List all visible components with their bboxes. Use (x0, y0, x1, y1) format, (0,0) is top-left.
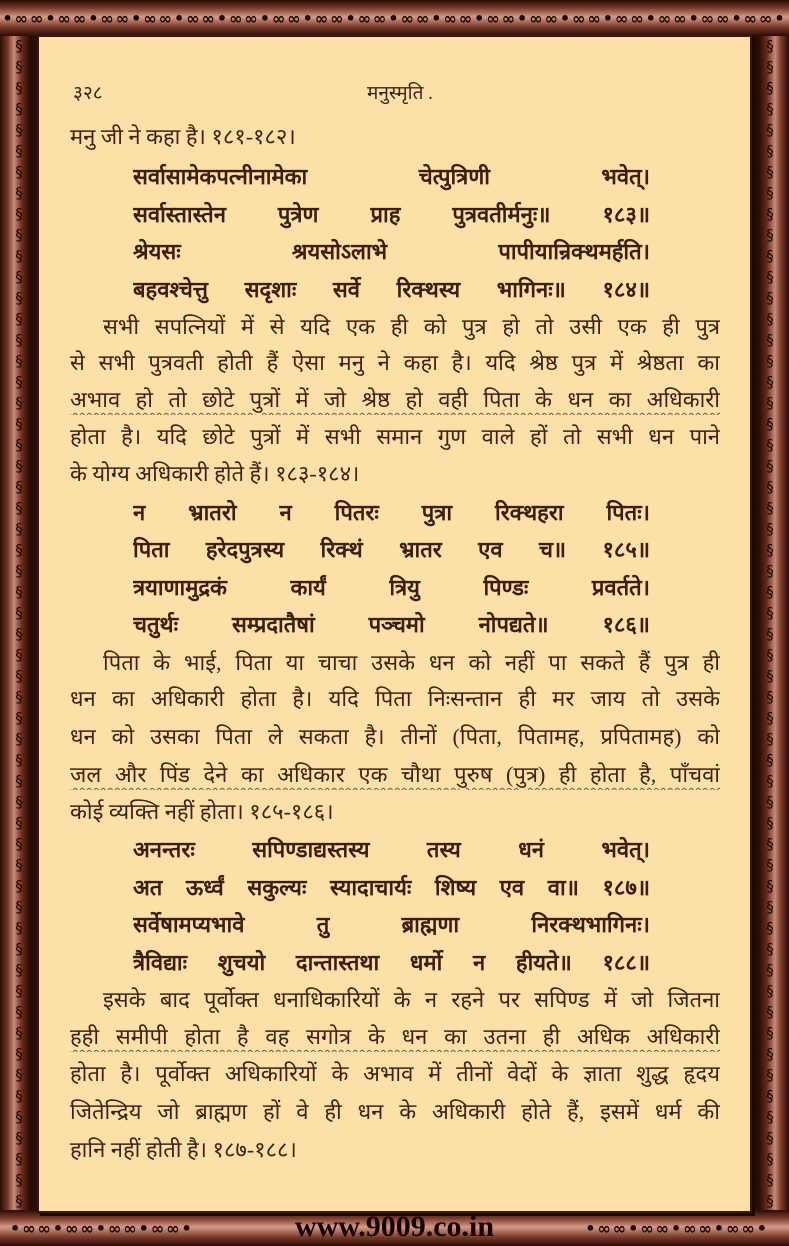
verse-line: सर्वास्तास्तेन पुत्रेण प्राह पुत्रवतीर्मनुः॥ १८३॥ (133, 202, 650, 227)
verse-line: बहवश्चेत्तु सदृशाः सर्वे रिक्थस्य भागिनः॥ १८४॥ (133, 277, 650, 302)
prose-line: पिता के भाई, पिता या चाचा उसके धन को नहीं पा सकते हैं पुत्र ही (103, 650, 720, 675)
verse-line: सर्वेषामप्यभावे तु ब्राह्मणा निरक्थभागिनः। (133, 912, 650, 937)
prose-line: हानि नहीं होती है। १८७-१८८। (70, 1137, 297, 1162)
prose-line: हही समीपी होता है वह सगोत्र के धन का उतना ही अधिक अधिकारी (70, 1024, 720, 1049)
page-number: ३२८ (73, 83, 103, 104)
prose-line: धन का अधिकारी होता है। यदि पिता निःसन्तान ही मर जाय तो उसके (70, 686, 720, 711)
website-watermark[interactable]: www.9009.co.in (294, 1210, 495, 1243)
prose-line: कोई व्यक्ति नहीं होता। १८५-१८६। (70, 799, 334, 824)
prose-line: होता है। पूर्वोक्त अधिकारियों के अभाव में तीनों वेदों के ज्ञाता शुद्ध हृदय (70, 1061, 720, 1086)
prose-line: धन को उसका पिता ले सकता है। तीनों (पिता, पितामह, प्रपितामह) को (70, 724, 720, 749)
bottom-ornament-right: •∞∞•∞∞•∞∞•∞∞• (585, 1219, 769, 1238)
right-ornament: § § § § § § § § § § § § § § § § § § § § § § § § § § § § § § § § § § § § § § § § § § § § § § § § § § § § § § § § (766, 37, 774, 1210)
prose-line: के योग्य अधिकारी होते हैं। १८३-१८४। (70, 461, 360, 486)
running-title: मनुस्मृति . (367, 83, 433, 104)
top-ornament: •∞∞•∞∞•∞∞•∞∞•∞∞•∞∞•∞∞•∞∞•∞∞•∞∞•∞∞•∞∞•∞∞•∞∞•∞∞•∞∞•∞∞•∞∞• (2, 9, 787, 28)
prose-line: होता है। यदि छोटे पुत्रों में सभी समान गुण वाले हों तो सभी धन पाने (70, 424, 720, 449)
book-page (37, 35, 752, 1213)
verse-line: चतुर्थः सम्प्रदातैषां पञ्चमो नोपद्यते॥ १८६॥ (133, 612, 650, 637)
verse-line: अनन्तरः सपिण्डाद्यस्तस्य तस्य धनं भवेत्। (133, 837, 650, 862)
verse-line: त्रयाणामुद्रकं कार्यं त्रियु पिण्डः प्रवर्तते। (133, 575, 650, 600)
verse-line: पिता हरेदपुत्रस्य रिक्थं भ्रातर एव च॥ १८५॥ (133, 537, 650, 562)
left-ornament: § § § § § § § § § § § § § § § § § § § § § § § § § § § § § § § § § § § § § § § § § § § § § § § § § § § § § § § § (15, 37, 23, 1210)
verse-line: सर्वासामेकपत्नीनामेका चेत्पुत्रिणी भवेत्। (133, 164, 650, 189)
prose-line: सभी सपत्नियों में से यदि एक ही को पुत्र हो तो उसी एक ही पुत्र (103, 314, 720, 339)
prose-line: जल और पिंड देने का अधिकार एक चौथा पुरुष (पुत्र) ही होता है, पाँचवां (70, 762, 720, 787)
verse-line: त्रैविद्याः शुचयो दान्तास्तथा धर्मो न हीयते॥ १८८॥ (133, 950, 650, 975)
prose-line: से सभी पुत्रवती होती हैं ऐसा मनु ने कहा है। यदि श्रेष्ठ पुत्र में श्रेष्ठता का (70, 350, 720, 375)
prose-line: जितेन्द्रिय जो ब्राह्मण हों वे ही धन के अधिकारी होते हैं, इसमें धर्म की (70, 1099, 720, 1124)
prose-line: अभाव हो तो छोटे पुत्रों में जो श्रेष्ठ हो वही पिता के धन का अधिकारी (70, 387, 720, 412)
bottom-ornament-left: •∞∞•∞∞•∞∞•∞∞• (10, 1219, 194, 1238)
verse-line: न भ्रातरो न पितरः पुत्रा रिक्थहरा पितः। (133, 500, 650, 525)
verse-line: अत ऊर्ध्वं सकुल्यः स्यादाचार्यः शिष्य एव वा॥ १८७॥ (133, 875, 650, 900)
prose-line: इसके बाद पूर्वोक्त धनाधिकारियों के न रहने पर सपिण्ड में जो जितना (103, 987, 720, 1012)
prose-line: मनु जी ने कहा है। १८१-१८२। (70, 124, 296, 149)
verse-line: श्रेयसः श्रयसोऽलाभे पापीयान्रिक्थमर्हति। (133, 239, 650, 264)
